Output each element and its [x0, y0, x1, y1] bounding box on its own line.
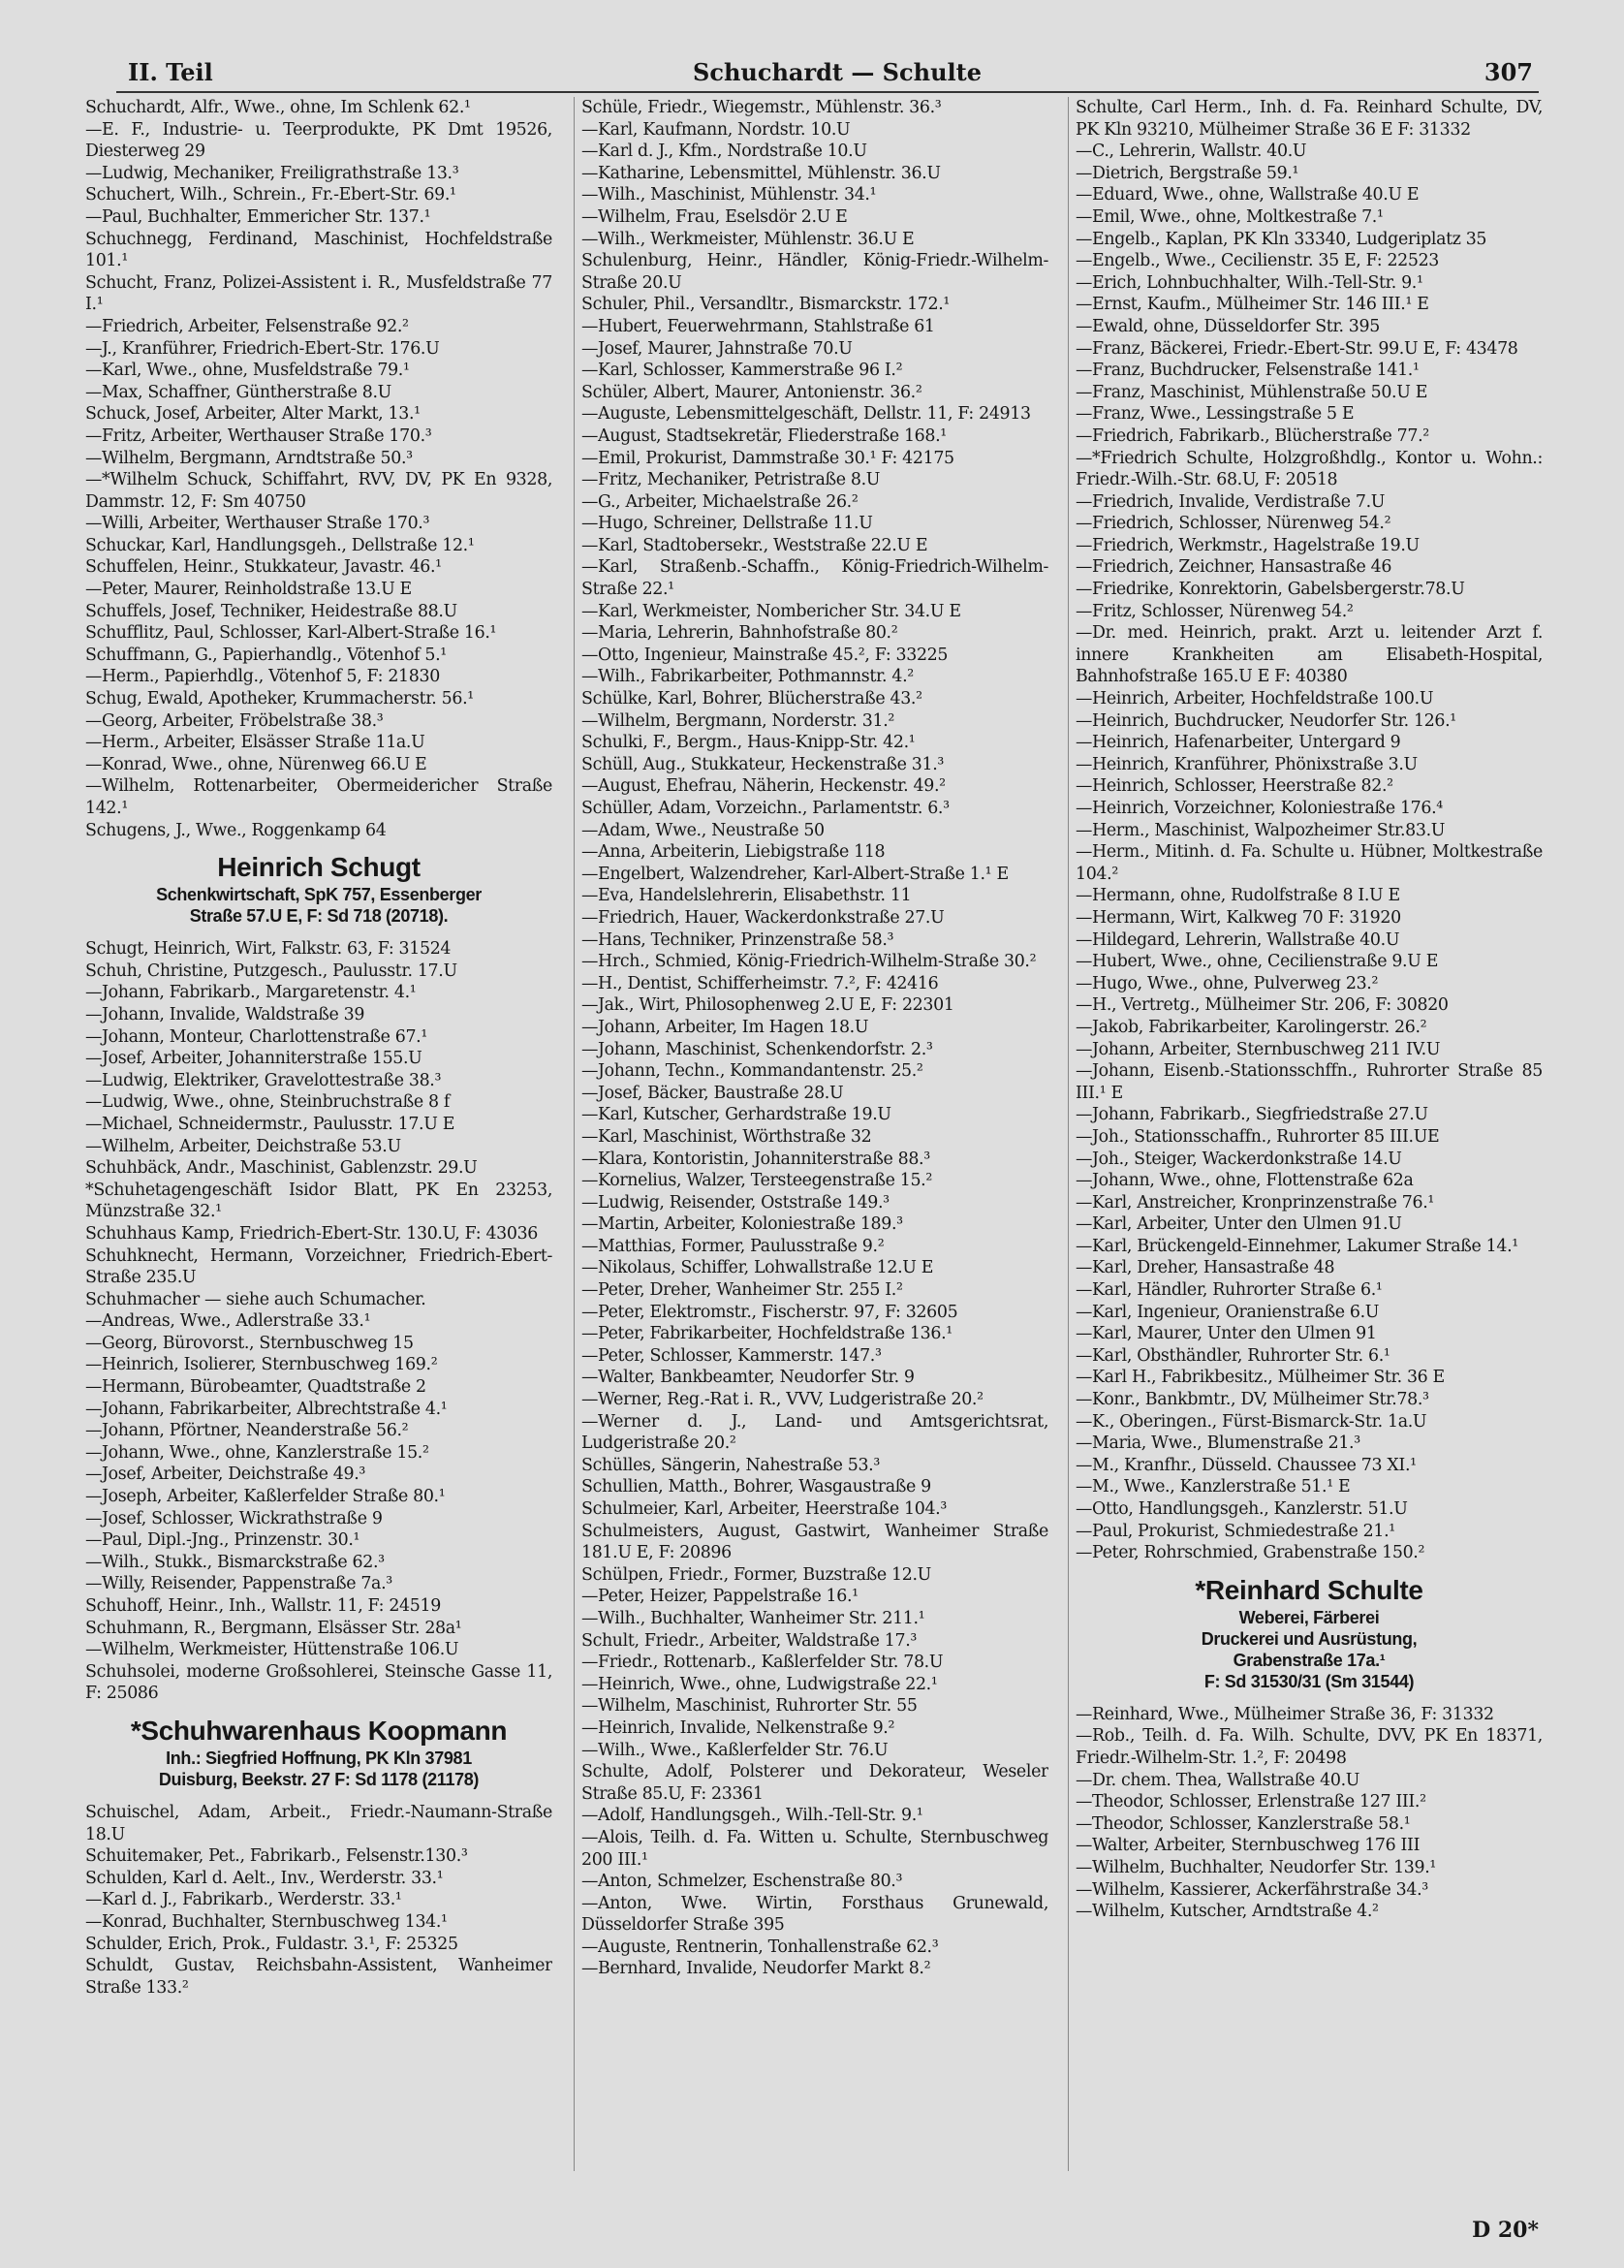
directory-entry: —Karl, Kaufmann, Nordstr. 10.U	[581, 119, 851, 140]
directory-entry: —Wilhelm, Werkmeister, Hüttenstraße 106.U	[85, 1640, 459, 1660]
directory-entry: —Friedrich, Werkmstr., Hagelstraße 19.U	[1076, 535, 1420, 555]
directory-entry: —Wilhelm, Kutscher, Arndtstraße 4.²	[1076, 1902, 1379, 1922]
directory-entry: —Josef, Maurer, Jahnstraße 70.U	[581, 338, 853, 359]
directory-entry: —J., Kranführer, Friedrich-Ebert-Str. 176.U	[85, 338, 440, 359]
advert-line: Schenkwirtschaft, SpK 757, Essenberger	[156, 885, 482, 905]
directory-entry: —Auguste, Rentnerin, Tonhallenstraße 62.³	[581, 1937, 939, 1957]
directory-entry: —Peter, Elektromstr., Fischerstr. 97, F: 32605	[581, 1302, 958, 1322]
directory-entry: —Franz, Maschinist, Mühlenstraße 50.U E	[1076, 382, 1428, 402]
directory-entry: —Karl, Obsthändler, Ruhrorter Str. 6.¹	[1076, 1345, 1390, 1366]
directory-entry: —Wilh., Fabrikarbeiter, Pothmannstr. 4.²	[581, 667, 914, 687]
directory-entry: Schuhknecht, Hermann, Vorzeichner, Friedrich-Ebert-Straße 235.U	[85, 1245, 552, 1288]
directory-entry: Schuchnegg, Ferdinand, Maschinist, Hochfeldstraße 101.¹	[85, 229, 552, 271]
directory-entry: —Werner, Reg.-Rat i. R., VVV, Ludgeristraße 20.²	[581, 1390, 984, 1410]
directory-entry: —Friedrike, Konrektorin, Gabelsbergerstr.78.U	[1076, 580, 1465, 600]
directory-entry: —M., Wwe., Kanzlerstraße 51.¹ E	[1076, 1477, 1351, 1497]
directory-entry: —Fritz, Schlosser, Nürenweg 54.²	[1076, 601, 1354, 621]
directory-entry: —Heinrich, Wwe., ohne, Ludwigstraße 22.¹	[581, 1674, 938, 1694]
directory-entry: —Friedr., Rottenarb., Kaßlerfelder Str. 78.U	[581, 1653, 944, 1673]
directory-entry: —Nikolaus, Schiffer, Lohwallstraße 12.U E	[581, 1258, 934, 1278]
directory-entry: Schülke, Karl, Bohrer, Blücherstraße 43.²	[581, 689, 922, 709]
directory-entry: —Anton, Wwe. Wirtin, Forsthaus Grunewald, Düsseldorfer Straße 395	[581, 1893, 1048, 1936]
directory-entry: —Friedrich, Arbeiter, Felsenstraße 92.²	[85, 316, 409, 336]
directory-entry: —Johann, Eisenb.-Stationsschffn., Ruhrorter Straße 85 III.¹ E	[1076, 1061, 1543, 1103]
directory-entry: —Heinrich, Isolierer, Sternbuschweg 169.²	[85, 1355, 438, 1375]
directory-entry: —Klara, Kontoristin, Johanniterstraße 88.³	[581, 1149, 930, 1169]
directory-entry: —Hermann, Bürobeamter, Quadtstraße 2	[85, 1377, 426, 1398]
column-divider	[574, 97, 575, 2171]
directory-entry: —Peter, Dreher, Wanheimer Str. 255 I.²	[581, 1280, 903, 1301]
directory-entry: —Karl d. J., Fabrikarb., Werderstr. 33.¹	[85, 1890, 402, 1910]
directory-entry: —Karl, Wwe., ohne, Musfeldstraße 79.¹	[85, 361, 410, 381]
advert-koopmann	[85, 1715, 552, 1790]
directory-entry: Schuckar, Karl, Handlungsgeh., Dellstraße 12.¹	[85, 535, 475, 555]
directory-entry: —Bernhard, Invalide, Neudorfer Markt 8.²	[581, 1959, 931, 1979]
directory-entry: —Friedrich, Invalide, Verdistraße 7.U	[1076, 491, 1386, 512]
directory-entry: Schugt, Heinrich, Wirt, Falkstr. 63, F: 31524	[85, 939, 452, 960]
directory-entry: —Josef, Bäcker, Baustraße 28.U	[581, 1083, 844, 1103]
directory-entry: —Peter, Fabrikarbeiter, Hochfeldstraße 136.¹	[581, 1324, 953, 1344]
directory-entry: —Friedrich, Schlosser, Nürenweg 54.²	[1076, 514, 1391, 534]
directory-entry: —Matthias, Former, Paulusstraße 9.²	[581, 1236, 885, 1256]
directory-entry: —Auguste, Lebensmittelgeschäft, Dellstr. 11, F: 24913	[581, 404, 1031, 425]
directory-entry: —E. F., Industrie- u. Teerprodukte, PK Dmt 19526, Diesterweg 29	[85, 119, 552, 162]
directory-entry: Schulte, Adolf, Polsterer und Dekorateur, Weseler Straße 85.U, F: 23361	[581, 1762, 1048, 1804]
directory-entry: —Ernst, Kaufm., Mülheimer Str. 146 III.¹ E	[1076, 295, 1429, 315]
directory-entry: —Johann, Arbeiter, Im Hagen 18.U	[581, 1017, 869, 1037]
directory-entry: —Karl, Anstreicher, Kronprinzenstraße 76.¹	[1076, 1192, 1435, 1213]
column-divider	[1068, 97, 1069, 2171]
directory-entry: —Heinrich, Hafenarbeiter, Untergard 9	[1076, 733, 1401, 753]
directory-entry: —Emil, Prokurist, Dammstraße 30.¹ F: 42175	[581, 448, 954, 468]
directory-entry: —Josef, Arbeiter, Johanniterstraße 155.U	[85, 1049, 422, 1069]
directory-entry: —Franz, Bäckerei, Friedr.-Ebert-Str. 99.U E, F: 43478	[1076, 338, 1518, 359]
directory-entry: —Wilh., Wwe., Kaßlerfelder Str. 76.U	[581, 1740, 889, 1760]
directory-entry: —Johann, Arbeiter, Sternbuschweg 211 IV.U	[1076, 1039, 1441, 1059]
directory-entry: —Heinrich, Vorzeichner, Koloniestraße 176.⁴	[1076, 799, 1443, 818]
entry-list	[1076, 97, 1543, 1564]
directory-entry: Schuhmacher — siehe auch Schumacher.	[85, 1289, 426, 1309]
column-3	[1076, 97, 1543, 2224]
directory-entry: Schuldt, Gustav, Reichsbahn-Assistent, Wanheimer Straße 133.²	[85, 1956, 552, 1998]
directory-entry: —C., Lehrerin, Wallstr. 40.U	[1076, 142, 1307, 162]
page-header	[116, 56, 1539, 89]
directory-entry: —Otto, Handlungsgeh., Kanzlerstr. 51.U	[1076, 1499, 1408, 1519]
directory-entry: Schufflitz, Paul, Schlosser, Karl-Albert-Straße 16.¹	[85, 623, 497, 644]
directory-entry: —Dr. med. Heinrich, prakt. Arzt u. leitender Arzt f. innere Krankheiten am Elisabeth-Hospital, Bahnhofstraße 165.U E F: 40380	[1076, 623, 1543, 687]
directory-entry: —Heinrich, Arbeiter, Hochfeldstraße 100.U	[1076, 689, 1434, 709]
directory-entry: —Heinrich, Kranführer, Phönixstraße 3.U	[1076, 754, 1418, 774]
directory-entry: —Otto, Ingenieur, Mainstraße 45.², F: 33225	[581, 645, 949, 665]
directory-entry: —Wilh., Stukk., Bismarckstraße 62.³	[85, 1552, 385, 1572]
directory-entry: Schuischel, Adam, Arbeit., Friedr.-Naumann-Straße 18.U	[85, 1802, 552, 1844]
directory-entry: Schuck, Josef, Arbeiter, Alter Markt, 13.¹	[85, 404, 421, 425]
directory-entry: Schuhmann, R., Bergmann, Elsässer Str. 28a¹	[85, 1618, 462, 1638]
directory-entry: —Werner d. J., Land- und Amtsgerichtsrat, Ludgeristraße 20.²	[581, 1411, 1048, 1454]
directory-entry: —Josef, Schlosser, Wickrathstraße 9	[85, 1508, 383, 1528]
directory-entry: —Hugo, Wwe., ohne, Pulverweg 23.²	[1076, 973, 1379, 993]
directory-entry: Schuhhaus Kamp, Friedrich-Ebert-Str. 130.U, F: 43036	[85, 1223, 539, 1244]
directory-entry: —M., Kranfhr., Düsseld. Chaussee 73 XI.¹	[1076, 1455, 1417, 1475]
directory-entry: —Karl, Maurer, Unter den Ulmen 91	[1076, 1324, 1377, 1344]
directory-entry: —Johann, Techn., Kommandantenstr. 25.²	[581, 1061, 923, 1082]
directory-entry: Schult, Friedr., Arbeiter, Waldstraße 17.³	[581, 1630, 917, 1651]
directory-entry: —Heinrich, Schlosser, Heerstraße 82.²	[1076, 776, 1393, 797]
advert-title: *Schuhwarenhaus Koopmann	[130, 1715, 508, 1746]
directory-entry: —Fritz, Arbeiter, Werthauser Straße 170.³	[85, 425, 432, 446]
directory-entry: —Hrch., Schmied, König-Friedrich-Wilhelm-Straße 30.²	[581, 952, 1037, 972]
directory-entry: Schuchert, Wilh., Schrein., Fr.-Ebert-Str. 69.¹	[85, 185, 456, 205]
directory-entry: Schuffmann, G., Papierhandlg., Vötenhof 5.¹	[85, 645, 447, 665]
directory-entry: Schugens, J., Wwe., Roggenkamp 64	[85, 820, 387, 840]
column-1	[85, 97, 552, 2224]
directory-entry: —Johann, Wwe., ohne, Flottenstraße 62a	[1076, 1171, 1414, 1191]
directory-entry: —Alois, Teilh. d. Fa. Witten u. Schulte, Sternbuschweg 200 III.¹	[581, 1827, 1048, 1870]
directory-entry: —Engelb., Kaplan, PK Kln 33340, Ludgeriplatz 35	[1076, 229, 1487, 249]
entry-list	[85, 938, 552, 1705]
directory-entry: —Adam, Wwe., Neustraße 50	[581, 820, 825, 840]
directory-entry: Schülles, Sängerin, Nahestraße 53.³	[581, 1455, 880, 1475]
directory-entry: —Herm., Arbeiter, Elsässer Straße 11a.U	[85, 733, 425, 753]
directory-entry: Schulder, Erich, Prok., Fuldastr. 3.¹, F: 25325	[85, 1934, 458, 1954]
directory-entry: —Michael, Schneidermstr., Paulusstr. 17.U E	[85, 1114, 455, 1134]
directory-entry: —Hermann, Wirt, Kalkweg 70 F: 31920	[1076, 907, 1401, 928]
directory-entry: —Friedrich, Fabrikarb., Blücherstraße 77.²	[1076, 425, 1429, 446]
directory-entry: —Hildegard, Lehrerin, Wallstraße 40.U	[1076, 929, 1400, 950]
directory-entry: —Fritz, Mechaniker, Petristraße 8.U	[581, 470, 881, 490]
directory-entry: —Karl, Ingenieur, Oranienstraße 6.U	[1076, 1302, 1380, 1322]
directory-entry: —Karl, Werkmeister, Nombericher Str. 34.U E	[581, 601, 961, 621]
directory-entry: —Johann, Fabrikarb., Siegfriedstraße 27.U	[1076, 1105, 1428, 1125]
directory-entry: —Josef, Arbeiter, Deichstraße 49.³	[85, 1465, 366, 1485]
directory-entry: —August, Stadtsekretär, Fliederstraße 168.¹	[581, 425, 947, 446]
directory-entry: —Hermann, ohne, Rudolfstraße 8 I.U E	[1076, 886, 1400, 906]
directory-entry: —Emil, Wwe., ohne, Moltkestraße 7.¹	[1076, 206, 1384, 227]
directory-entry: —Friedrich, Hauer, Wackerdonkstraße 27.U	[581, 907, 945, 928]
directory-entry: —Joh., Steiger, Wackerdonkstraße 14.U	[1076, 1149, 1402, 1169]
directory-entry: —Ewald, ohne, Düsseldorfer Str. 395	[1076, 316, 1380, 336]
directory-entry: Schulte, Carl Herm., Inh. d. Fa. Reinhard Schulte, DV, PK Kln 93210, Mülheimer Straße 36 E F: 31332	[1076, 98, 1543, 140]
directory-entry: —K., Oberingen., Fürst-Bismarck-Str. 1a.U	[1076, 1411, 1427, 1432]
section-label: II. Teil	[128, 58, 213, 86]
directory-entry: —Adolf, Handlungsgeh., Wilh.-Tell-Str. 9.¹	[581, 1806, 923, 1826]
directory-entry: —Anna, Arbeiterin, Liebigstraße 118	[581, 842, 886, 863]
directory-entry: —Reinhard, Wwe., Mülheimer Straße 36, F: 31332	[1076, 1704, 1494, 1724]
directory-entry: —Peter, Maurer, Reinholdstraße 13.U E	[85, 580, 412, 600]
directory-entry: —Karl, Arbeiter, Unter den Ulmen 91.U	[1076, 1214, 1402, 1235]
column-2	[581, 97, 1048, 2224]
advert-heinrich-schugt	[85, 851, 552, 927]
directory-entry: —Eva, Handelslehrerin, Elisabethstr. 11	[581, 886, 912, 906]
directory-entry: —Georg, Bürovorst., Sternbuschweg 15	[85, 1333, 414, 1353]
directory-entry: —Wilhelm, Rottenarbeiter, Obermeidericher Straße 142.¹	[85, 776, 552, 818]
directory-entry: —Joh., Stationsschaffn., Ruhrorter 85 III.UE	[1076, 1126, 1440, 1147]
directory-entry: —Martin, Arbeiter, Koloniestraße 189.³	[581, 1214, 903, 1235]
directory-entry: —Hubert, Wwe., ohne, Cecilienstraße 9.U E	[1076, 952, 1439, 972]
directory-entry: —Theodor, Schlosser, Kanzlerstraße 58.¹	[1076, 1813, 1411, 1834]
advert-line: Inh.: Siegfried Hoffnung, PK Kln 37981	[166, 1748, 472, 1768]
directory-entry: —Jak., Wirt, Philosophenweg 2.U E, F: 22301	[581, 995, 954, 1016]
directory-entry: —Hans, Techniker, Prinzenstraße 58.³	[581, 929, 894, 950]
directory-entry: —Maria, Wwe., Blumenstraße 21.³	[1076, 1433, 1360, 1454]
directory-entry: —Georg, Arbeiter, Fröbelstraße 38.³	[85, 710, 384, 731]
directory-entry: Schulenburg, Heinr., Händler, König-Friedr.-Wilhelm-Straße 20.U	[581, 251, 1048, 293]
entry-list	[1076, 1704, 1543, 1923]
directory-entry: Schucht, Franz, Polizei-Assistent i. R., Musfeldstraße 77 I.¹	[85, 272, 552, 315]
advert-line: Weberei, Färberei	[1238, 1607, 1380, 1627]
directory-entry: —H., Vertretg., Mülheimer Str. 206, F: 30820	[1076, 995, 1449, 1016]
directory-entry: —Ludwig, Reisender, Oststraße 149.³	[581, 1192, 890, 1213]
directory-entry: —Herm., Papierhdlg., Vötenhof 5, F: 21830	[85, 667, 440, 687]
directory-entry: —Johann, Pförtner, Neanderstraße 56.²	[85, 1421, 409, 1441]
directory-entry: —Johann, Fabrikarb., Margaretenstr. 4.¹	[85, 983, 417, 1003]
directory-entry: —Konrad, Buchhalter, Sternbuschweg 134.¹	[85, 1911, 448, 1932]
directory-entry: —Karl, Straßenb.-Schaffn., König-Friedrich-Wilhelm-Straße 22.¹	[581, 557, 1048, 600]
advert-line: F: Sd 31530/31 (Sm 31544)	[1203, 1671, 1415, 1691]
directory-entry: —Peter, Schlosser, Kammerstr. 147.³	[581, 1345, 882, 1366]
directory-entry: —Wilhelm, Bergmann, Arndtstraße 50.³	[85, 448, 413, 468]
directory-entry: Schuffels, Josef, Techniker, Heidestraße 88.U	[85, 601, 457, 621]
directory-entry: —Wilhelm, Arbeiter, Deichstraße 53.U	[85, 1136, 401, 1156]
advert-line: Duisburg, Beekstr. 27 F: Sd 1178 (21178)	[158, 1769, 480, 1789]
directory-entry: —Erich, Lohnbuchhalter, Wilh.-Tell-Str. 9.¹	[1076, 272, 1423, 293]
header-rule	[116, 91, 1539, 93]
directory-entry: Schullien, Matth., Bohrer, Wasgaustraße 9	[581, 1477, 931, 1497]
directory-entry: —Karl, Stadtobersekr., Weststraße 22.U E	[581, 535, 928, 555]
directory-entry: —Rob., Teilh. d. Fa. Wilh. Schulte, DVV, PK En 18371, Friedr.-Wilhelm-Str. 1.², F: 20498	[1076, 1726, 1543, 1768]
directory-entry: Schuhoff, Heinr., Inh., Wallstr. 11, F: 24519	[85, 1596, 441, 1616]
directory-entry: Schuchardt, Alfr., Wwe., ohne, Im Schlenk 62.¹	[85, 98, 471, 117]
directory-entry: —Karl, Schlosser, Kammerstraße 96 I.²	[581, 361, 903, 381]
directory-entry: —Joseph, Arbeiter, Kaßlerfelder Straße 80.¹	[85, 1487, 446, 1507]
directory-entry: Schülpen, Friedr., Former, Buzstraße 12.U	[581, 1564, 931, 1585]
directory-entry: —G., Arbeiter, Michaelstraße 26.²	[581, 491, 859, 512]
directory-entry: —Willi, Arbeiter, Werthauser Straße 170.³	[85, 514, 430, 534]
directory-entry: —Ludwig, Elektriker, Gravelottestraße 38.³	[85, 1070, 442, 1090]
directory-entry: —Wilh., Maschinist, Mühlenstr. 34.¹	[581, 185, 877, 205]
directory-entry: *Schuhetagengeschäft Isidor Blatt, PK En 23253, Münzstraße 32.¹	[85, 1180, 552, 1222]
directory-entry: —H., Dentist, Schifferheimstr. 7.², F: 42416	[581, 973, 939, 993]
directory-entry: —Wilh., Buchhalter, Wanheimer Str. 211.¹	[581, 1608, 925, 1628]
directory-entry: —Ludwig, Mechaniker, Freiligrathstraße 13.³	[85, 163, 459, 183]
directory-entry: —Peter, Rohrschmied, Grabenstraße 150.²	[1076, 1543, 1425, 1563]
directory-entry: —Johann, Wwe., ohne, Kanzlerstraße 15.²	[85, 1442, 429, 1463]
advert-line: Druckerei und Ausrüstung,	[1201, 1628, 1418, 1649]
directory-entry: —Dietrich, Bergstraße 59.¹	[1076, 163, 1299, 183]
advert-line: Grabenstraße 17a.¹	[1233, 1650, 1386, 1670]
directory-entry: —Karl H., Fabrikbesitz., Mülheimer Str. 36 E	[1076, 1368, 1445, 1388]
directory-entry: —Johann, Fabrikarbeiter, Albrechtstraße 4.¹	[85, 1399, 448, 1419]
directory-entry: —Konrad, Wwe., ohne, Nürenweg 66.U E	[85, 754, 427, 774]
directory-entry: —Herm., Maschinist, Walpozheimer Str.83.U	[1076, 820, 1446, 840]
directory-entry: —Eduard, Wwe., ohne, Wallstraße 40.U E	[1076, 185, 1420, 205]
directory-entry: —Wilhelm, Bergmann, Norderstr. 31.²	[581, 710, 895, 731]
directory-entry: —Johann, Maschinist, Schenkendorfstr. 2.³	[581, 1039, 933, 1059]
directory-entry: —Karl, Dreher, Hansastraße 48	[1076, 1258, 1335, 1278]
directory-entry: —Andreas, Wwe., Adlerstraße 33.¹	[85, 1311, 371, 1332]
directory-entry: —Konr., Bankbmtr., DV, Mülheimer Str.78.³	[1076, 1390, 1429, 1410]
directory-entry: —August, Ehefrau, Näherin, Heckenstr. 49.²	[581, 776, 946, 797]
directory-entry: —*Friedrich Schulte, Holzgroßhdlg., Kontor u. Wohn.: Friedr.-Wilh.-Str. 68.U, F: 20518	[1076, 448, 1543, 490]
directory-entry: Schüler, Albert, Maurer, Antonienstr. 36.²	[581, 382, 922, 402]
directory-entry: —Franz, Wwe., Lessingstraße 5 E	[1076, 404, 1355, 425]
directory-entry: —Max, Schaffner, Güntherstraße 8.U	[85, 382, 391, 402]
directory-entry: —Karl d. J., Kfm., Nordstraße 10.U	[581, 142, 867, 162]
directory-entry: Schulki, F., Bergm., Haus-Knipp-Str. 42.¹	[581, 733, 916, 753]
directory-entry: —Karl, Händler, Ruhrorter Straße 6.¹	[1076, 1280, 1383, 1301]
directory-entry: —Kornelius, Walzer, Tersteegenstraße 15.²	[581, 1171, 932, 1191]
directory-entry: —Wilhelm, Frau, Eselsdör 2.U E	[581, 206, 848, 227]
advert-reinhard-schulte	[1076, 1574, 1543, 1692]
directory-entry: Schug, Ewald, Apotheker, Krummacherstr. 56.¹	[85, 689, 474, 709]
directory-entry: —Walter, Arbeiter, Sternbuschweg 176 III	[1076, 1836, 1421, 1856]
directory-entry: —Theodor, Schlosser, Erlenstraße 127 III.²	[1076, 1792, 1426, 1812]
page-number: 307	[1483, 58, 1533, 86]
directory-entry: —Paul, Prokurist, Schmiedestraße 21.¹	[1076, 1521, 1395, 1541]
directory-entry: —Anton, Schmelzer, Eschenstraße 80.³	[581, 1872, 903, 1892]
directory-entry: —Johann, Monteur, Charlottenstraße 67.¹	[85, 1026, 427, 1047]
directory-entry: Schüle, Friedr., Wiegemstr., Mühlenstr. 36.³	[581, 98, 942, 117]
directory-entry: Schuitemaker, Pet., Fabrikarb., Felsenstr.130.³	[85, 1846, 468, 1867]
directory-entry: —Hubert, Feuerwehrmann, Stahlstraße 61	[581, 316, 935, 336]
advert-title: Heinrich Schugt	[217, 852, 421, 883]
entry-list	[85, 97, 552, 841]
signature-mark: D 20*	[1472, 2218, 1539, 2243]
directory-entry: —Karl, Maschinist, Wörthstraße 32	[581, 1126, 872, 1147]
directory-entry: —Peter, Heizer, Pappelstraße 16.¹	[581, 1587, 859, 1607]
directory-entry: Schulden, Karl d. Aelt., Inv., Werderstr. 33.¹	[85, 1868, 444, 1888]
directory-entry: —Friedrich, Zeichner, Hansastraße 46	[1076, 557, 1392, 578]
directory-entry: —Heinrich, Buchdrucker, Neudorfer Str. 126.¹	[1076, 710, 1456, 731]
directory-entry: —Karl, Kutscher, Gerhardstraße 19.U	[581, 1105, 891, 1125]
directory-entry: —Katharine, Lebensmittel, Mühlenstr. 36.U	[581, 163, 941, 183]
directory-entry: Schuhbäck, Andr., Maschinist, Gablenzstr. 29.U	[85, 1158, 478, 1179]
directory-entry: Schuffelen, Heinr., Stukkateur, Javastr. 46.¹	[85, 557, 442, 578]
entry-list	[581, 97, 1048, 1980]
directory-entry: Schüller, Adam, Vorzeichn., Parlamentstr. 6.³	[581, 799, 950, 818]
directory-entry: Schulmeier, Karl, Arbeiter, Heerstraße 104.³	[581, 1499, 947, 1519]
directory-entry: Schuh, Christine, Putzgesch., Paulusstr. 17.U	[85, 961, 457, 981]
directory-entry: —Dr. chem. Thea, Wallstraße 40.U	[1076, 1770, 1360, 1790]
directory-entry: —Ludwig, Wwe., ohne, Steinbruchstraße 8 f	[85, 1092, 451, 1113]
directory-entry: Schulmeisters, August, Gastwirt, Wanheimer Straße 181.U E, F: 20896	[581, 1521, 1048, 1563]
directory-entry: —Paul, Buchhalter, Emmericher Str. 137.¹	[85, 206, 431, 227]
directory-entry: —Engelbert, Walzendreher, Karl-Albert-Straße 1.¹ E	[581, 864, 1009, 884]
directory-entry: —Wilhelm, Kassierer, Ackerfährstraße 34.³	[1076, 1879, 1428, 1900]
directory-entry: —Willy, Reisender, Pappenstraße 7a.³	[85, 1574, 392, 1594]
directory-entry: Schuhsolei, moderne Großsohlerei, Steinsche Gasse 11, F: 25086	[85, 1661, 552, 1704]
directory-entry: —Hugo, Schreiner, Dellstraße 11.U	[581, 514, 873, 534]
directory-entry: —Walter, Bankbeamter, Neudorfer Str. 9	[581, 1368, 915, 1388]
directory-entry: —Wilhelm, Buchhalter, Neudorfer Str. 139.¹	[1076, 1857, 1437, 1877]
directory-entry: —Maria, Lehrerin, Bahnhofstraße 80.²	[581, 623, 898, 644]
directory-entry: —Heinrich, Invalide, Nelkenstraße 9.²	[581, 1717, 895, 1738]
directory-entry: —Wilhelm, Maschinist, Ruhrorter Str. 55	[581, 1696, 918, 1717]
directory-entry: —Engelb., Wwe., Cecilienstr. 35 E, F: 22523	[1076, 251, 1440, 271]
directory-entry: —Herm., Mitinh. d. Fa. Schulte u. Hübner, Moltkestraße 104.²	[1076, 842, 1543, 884]
running-title: Schuchardt — Schulte	[693, 58, 982, 86]
directory-entry: —*Wilhelm Schuck, Schiffahrt, RVV, DV, PK En 9328, Dammstr. 12, F: Sm 40750	[85, 470, 552, 512]
directory-entry: —Franz, Buchdrucker, Felsenstraße 141.¹	[1076, 361, 1420, 381]
entry-list	[85, 1802, 552, 1999]
directory-entry: —Johann, Invalide, Waldstraße 39	[85, 1004, 365, 1024]
advert-title: *Reinhard Schulte	[1195, 1574, 1423, 1605]
directory-entry: Schuler, Phil., Versandltr., Bismarckstr. 172.¹	[581, 295, 951, 315]
directory-entry: Schüll, Aug., Stukkateur, Heckenstraße 31.³	[581, 754, 945, 774]
directory-entry: —Wilh., Werkmeister, Mühlenstr. 36.U E	[581, 229, 915, 249]
directory-entry: —Karl, Brückengeld-Einnehmer, Lakumer Straße 14.¹	[1076, 1236, 1518, 1256]
directory-entry: —Paul, Dipl.-Jng., Prinzenstr. 30.¹	[85, 1530, 360, 1551]
directory-entry: —Jakob, Fabrikarbeiter, Karolingerstr. 26.²	[1076, 1017, 1427, 1037]
advert-line: Straße 57.U E, F: Sd 718 (20718).	[189, 906, 449, 927]
